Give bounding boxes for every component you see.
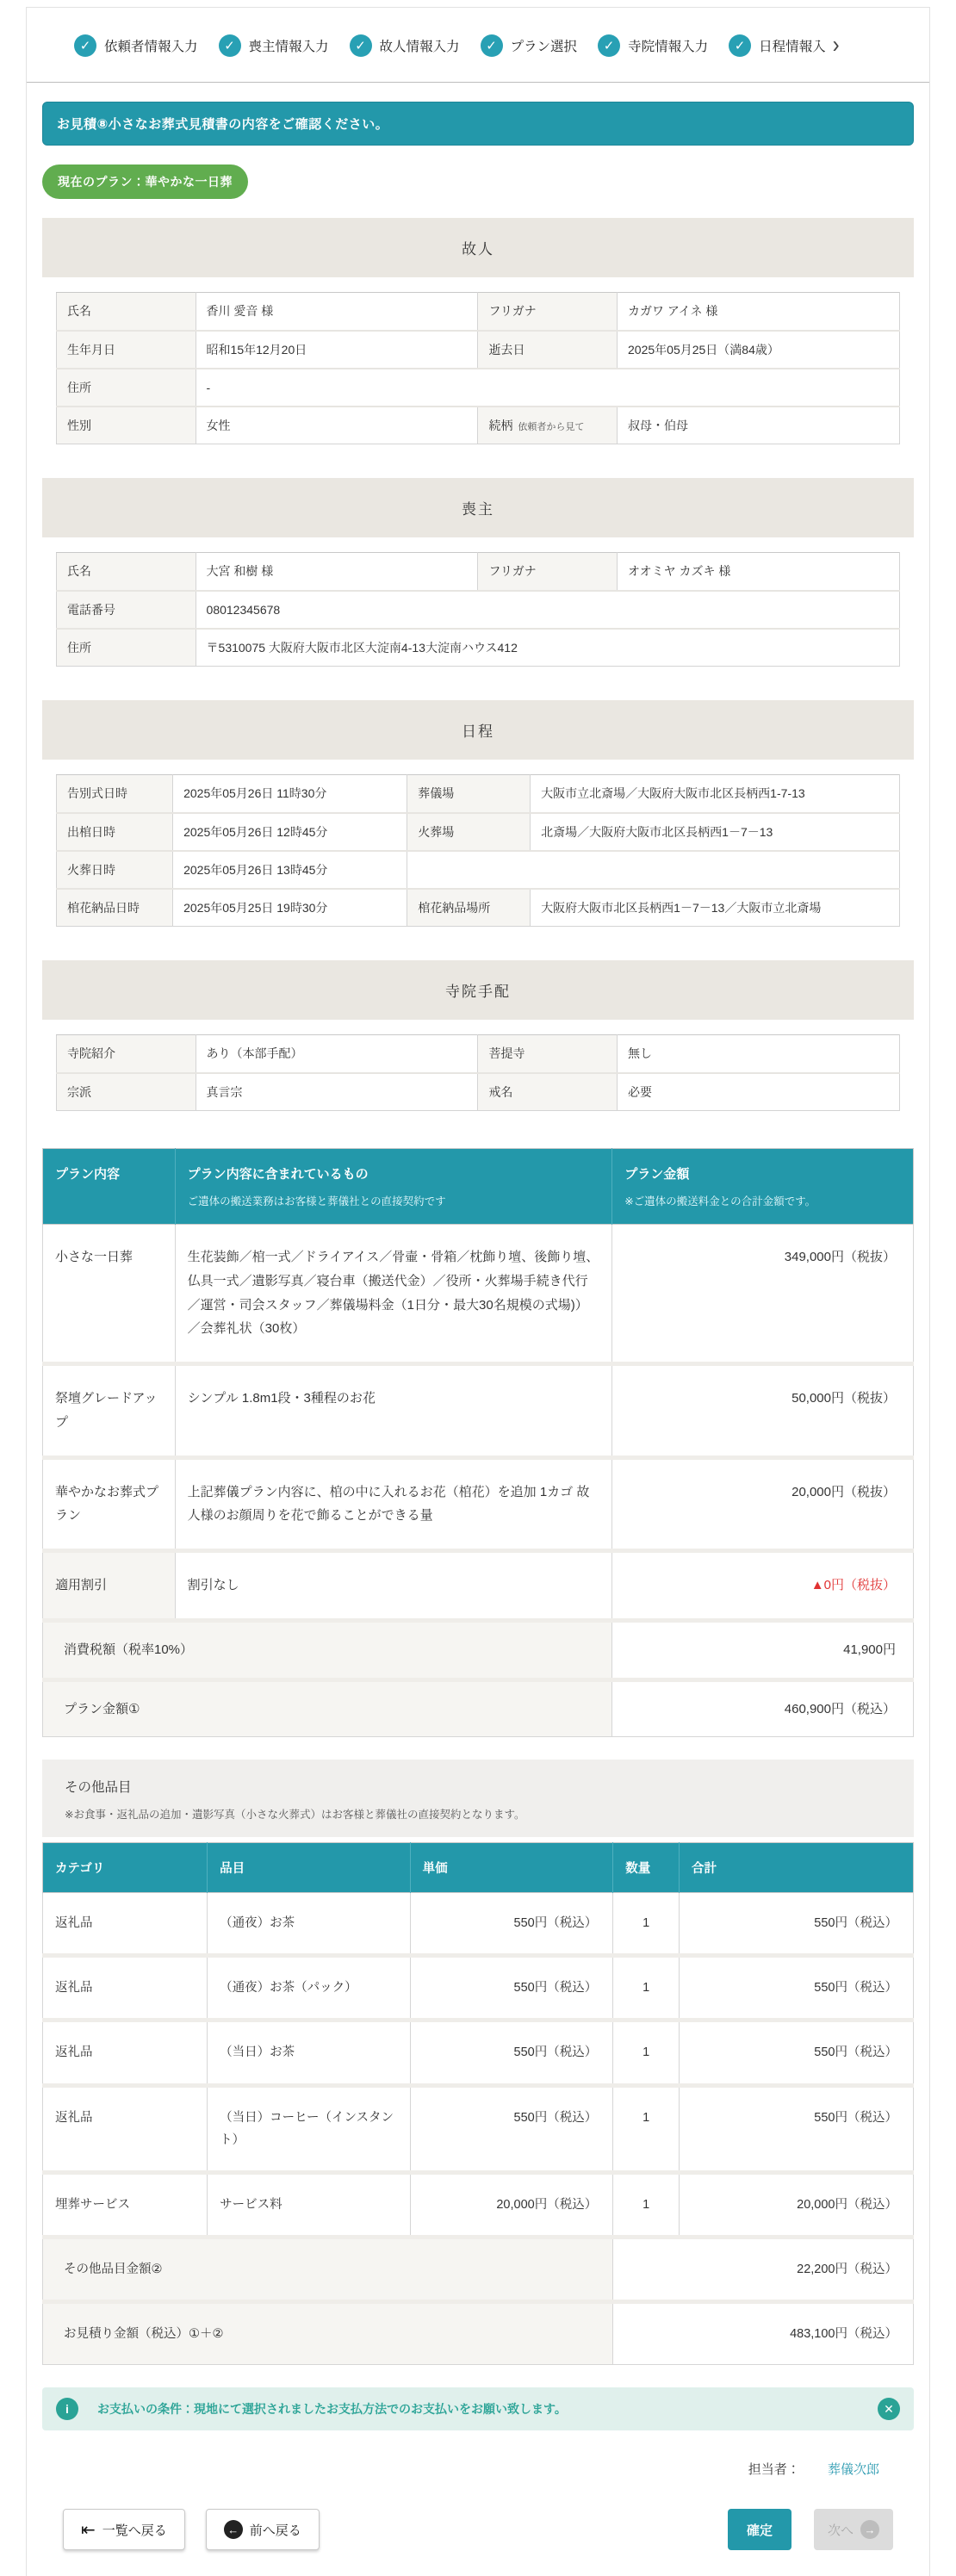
grand-total-value: 483,100円（税込） (613, 2301, 914, 2364)
back-to-list-button[interactable]: ⇤ 一覧へ戻る (63, 2509, 185, 2550)
field-value: 香川 愛音 様 (196, 293, 478, 331)
section-title-mourner: 喪主 (42, 478, 914, 537)
item-quantity: 1 (613, 1956, 680, 2020)
field-label: 氏名 (57, 293, 196, 331)
item-quantity: 1 (613, 2085, 680, 2172)
field-label: 住所 (57, 629, 196, 667)
table-row (57, 629, 900, 667)
items-subtotal-row (43, 2237, 914, 2301)
plan-description: 生花装飾／棺一式／ドライアイス／骨壷・骨箱／枕飾り壇、後飾り壇、仏具一式／遺影写真／寝台車（搬送代金）／役所・火葬場手続き代行／運営・司会スタッフ／葬儀場料金（1日分・最大30名規模の式場)）／会葬礼状（30枚） (175, 1225, 612, 1364)
table-row (57, 1035, 900, 1073)
payment-condition-text: お支払いの条件：現地にて選択されましたお支払方法でのお支払いをお願い致します。 (97, 2402, 567, 2416)
field-label: フリガナ (478, 553, 618, 591)
table-row (57, 369, 900, 407)
item-unit-price: 550円（税込） (410, 2020, 613, 2085)
item-quantity: 1 (613, 2172, 680, 2237)
item-category: 返礼品 (43, 2020, 208, 2085)
confirm-button[interactable]: 確定 (728, 2509, 791, 2550)
step-label: 喪主情報入力 (248, 40, 329, 54)
deceased-section (42, 218, 914, 459)
field-value: あり（本部手配） (196, 1035, 478, 1073)
item-unit-price: 550円（税込） (410, 2085, 613, 2172)
column-header: プラン内容に含まれているもの ご遺体の搬送業務はお客様と葬儀社との直接契約です (175, 1149, 612, 1225)
table-row (57, 851, 900, 889)
field-value: 叔母・伯母 (618, 407, 900, 444)
next-button[interactable]: 次へ → (814, 2509, 893, 2550)
field-value: 女性 (196, 407, 478, 444)
field-value: 必要 (618, 1073, 900, 1111)
item-name: （当日）コーヒー（インスタント） (208, 2085, 411, 2172)
step-label: 日程情報入 (759, 40, 826, 54)
other-items-section (42, 1760, 914, 2365)
deceased-table (56, 292, 900, 444)
table-row (57, 553, 900, 591)
temple-table (56, 1034, 900, 1111)
field-label-sub: 依頼者から見て (518, 421, 585, 432)
plan-description: 上記葬儀プラン内容に、棺の中に入れるお花（棺花）を追加 1カゴ 故人様のお顔周りを花で飾ることができる量 (175, 1457, 612, 1551)
field-label: 続柄 依頼者から見て (478, 407, 618, 444)
estimate-notice-bar (42, 102, 914, 146)
plan-row-base (43, 1225, 914, 1364)
step-label: 依頼者情報入力 (104, 40, 198, 54)
table-row (57, 1073, 900, 1111)
item-row (43, 2020, 914, 2085)
field-label: 火葬日時 (57, 851, 173, 889)
field-label: 出棺日時 (57, 813, 173, 851)
check-circle-icon: ✓ (74, 34, 96, 57)
item-category: 埋葬サービス (43, 2172, 208, 2237)
item-name: （当日）お茶 (208, 2020, 411, 2085)
item-total: 20,000円（税込） (680, 2172, 914, 2237)
item-quantity: 1 (613, 1893, 680, 1956)
item-unit-price: 550円（税込） (410, 1956, 613, 2020)
step-label: 寺院情報入力 (628, 40, 709, 54)
field-value: 北斎場／大阪府大阪市北区長柄西1－7－13 (531, 813, 900, 851)
column-header: カテゴリ (43, 1843, 208, 1893)
plan-total-row (43, 1679, 914, 1737)
field-label: 氏名 (57, 553, 196, 591)
table-row (57, 591, 900, 629)
field-value: 昭和15年12月20日 (196, 331, 478, 369)
field-label: 火葬場 (407, 813, 531, 851)
field-value: 2025年05月25日 19時30分 (173, 889, 407, 927)
plan-table-header-row (43, 1149, 914, 1225)
column-header: 合計 (680, 1843, 914, 1893)
table-row (57, 331, 900, 369)
field-label: 棺花納品日時 (57, 889, 173, 927)
field-value: 真言宗 (196, 1073, 478, 1111)
plan-description: 割引なし (175, 1551, 612, 1621)
temple-section (42, 960, 914, 1126)
schedule-table (56, 774, 900, 927)
field-value-empty (407, 851, 900, 889)
field-label: 告別式日時 (57, 775, 173, 813)
main-card (26, 7, 930, 2576)
step-label: プラン選択 (510, 40, 578, 54)
info-icon: i (56, 2398, 78, 2420)
payment-condition-banner (42, 2387, 914, 2430)
section-title-schedule: 日程 (42, 700, 914, 760)
tax-value: 41,900円 (612, 1620, 914, 1679)
item-category: 返礼品 (43, 1956, 208, 2020)
item-row (43, 2085, 914, 2172)
section-title-temple: 寺院手配 (42, 960, 914, 1020)
field-label: 住所 (57, 369, 196, 407)
field-label: 性別 (57, 407, 196, 444)
actions-row (42, 2509, 914, 2576)
field-label: 宗派 (57, 1073, 196, 1111)
progress-stepper (27, 8, 929, 82)
plan-total-value: 460,900円（税込） (612, 1679, 914, 1737)
back-button[interactable]: ← 前へ戻る (206, 2509, 320, 2550)
mourner-table (56, 552, 900, 667)
table-row (57, 889, 900, 927)
field-value: 大阪府大阪市北区長柄西1－7－13／大阪市立北斎場 (531, 889, 900, 927)
column-header: 数量 (613, 1843, 680, 1893)
column-header: プラン内容 (43, 1149, 176, 1225)
items-subtotal-value: 22,200円（税込） (613, 2237, 914, 2301)
field-value: 2025年05月26日 13時45分 (173, 851, 407, 889)
tax-label: 消費税額（税率10%） (43, 1620, 612, 1679)
item-total: 550円（税込） (680, 2020, 914, 2085)
plan-row-altar-upgrade (43, 1364, 914, 1458)
arrow-to-bar-left-icon: ⇤ (81, 2520, 96, 2540)
other-items-table (42, 1842, 914, 2365)
grand-total-label: お見積り金額（税込）①＋② (43, 2301, 613, 2364)
plan-total-label: プラン金額① (43, 1679, 612, 1737)
field-label: 棺花納品場所 (407, 889, 531, 927)
field-value: 08012345678 (196, 591, 899, 629)
item-unit-price: 20,000円（税込） (410, 2172, 613, 2237)
items-subtotal-label: その他品目金額② (43, 2237, 613, 2301)
close-icon[interactable]: ✕ (878, 2398, 900, 2420)
section-title-deceased: 故人 (42, 218, 914, 277)
field-value: 2025年05月26日 12時45分 (173, 813, 407, 851)
plan-name: 祭壇グレードアップ (43, 1364, 176, 1458)
item-row (43, 1893, 914, 1956)
plan-tax-row (43, 1620, 914, 1679)
items-table-header-row (43, 1843, 914, 1893)
item-total: 550円（税込） (680, 1893, 914, 1956)
field-label: 戒名 (478, 1073, 618, 1111)
field-label: 逝去日 (478, 331, 618, 369)
staff-label: 担当者： (748, 2462, 800, 2477)
plan-row-discount (43, 1551, 914, 1621)
check-circle-icon: ✓ (729, 34, 751, 57)
check-circle-icon: ✓ (219, 34, 241, 57)
item-category: 返礼品 (43, 1893, 208, 1956)
estimate-notice-text: お見積⑧小さなお葬式見積書の内容をご確認ください。 (57, 117, 389, 132)
staff-row (42, 2460, 914, 2478)
column-header: 単価 (410, 1843, 613, 1893)
field-value: オオミヤ カズキ 様 (618, 553, 900, 591)
other-items-note: ※お食事・返礼品の追加・遺影写真（小さな火葬式）はお客様と葬儀社の直接契約となります。 (65, 1809, 525, 1822)
field-value: 〒5310075 大阪府大阪市北区大淀南4-13大淀南ハウス412 (196, 629, 899, 667)
step-temple-info[interactable] (598, 34, 708, 57)
item-name: （通夜）お茶（パック） (208, 1956, 411, 2020)
check-circle-icon: ✓ (350, 34, 372, 57)
plan-name: 小さな一日葬 (43, 1225, 176, 1364)
step-requester-info[interactable] (74, 34, 198, 57)
item-name: （通夜）お茶 (208, 1893, 411, 1956)
item-total: 550円（税込） (680, 1956, 914, 2020)
item-quantity: 1 (613, 2020, 680, 2085)
check-circle-icon: ✓ (481, 34, 503, 57)
schedule-section (42, 700, 914, 941)
field-label: 寺院紹介 (57, 1035, 196, 1073)
plan-description: シンプル 1.8m1段・3種程のお花 (175, 1364, 612, 1458)
current-plan-badge: 現在のプラン：華やかな一日葬 (42, 164, 248, 199)
circle-arrow-right-icon: → (860, 2520, 879, 2539)
plan-price: 349,000円（税抜） (612, 1225, 914, 1364)
table-row (57, 813, 900, 851)
table-row (57, 775, 900, 813)
table-row (57, 407, 900, 444)
field-label: フリガナ (478, 293, 618, 331)
plan-name: 華やかなお葬式プラン (43, 1457, 176, 1551)
step-plan-select[interactable] (481, 34, 578, 57)
circle-arrow-left-icon: ← (224, 2520, 243, 2539)
field-label: 生年月日 (57, 331, 196, 369)
field-label: 電話番号 (57, 591, 196, 629)
staff-name-link[interactable]: 葬儀次郎 (827, 2462, 879, 2477)
field-value: 大宮 和樹 様 (196, 553, 478, 591)
column-header: プラン金額 ※ご遺体の搬送料金との合計金額です。 (612, 1149, 914, 1225)
plan-table (42, 1148, 914, 1737)
field-value: 無し (618, 1035, 900, 1073)
field-label: 菩提寺 (478, 1035, 618, 1073)
field-value: 2025年05月26日 11時30分 (173, 775, 407, 813)
item-category: 返礼品 (43, 2085, 208, 2172)
step-deceased-info[interactable] (350, 34, 460, 57)
step-mourner-info[interactable] (219, 34, 329, 57)
field-value: カガワ アイネ 様 (618, 293, 900, 331)
column-header-sub: ご遺体の搬送業務はお客様と葬儀社との直接契約です (187, 1195, 446, 1207)
field-label: 葬儀場 (407, 775, 531, 813)
plan-row-flower-plan (43, 1457, 914, 1551)
discount-amount: ▲0円（税抜） (612, 1551, 914, 1621)
column-header-sub: ※ご遺体の搬送料金との合計金額です。 (624, 1195, 816, 1207)
item-name: サービス料 (208, 2172, 411, 2237)
item-row (43, 1956, 914, 2020)
step-schedule-info[interactable] (729, 34, 826, 57)
plan-price: 50,000円（税抜） (612, 1364, 914, 1458)
column-header: 品目 (208, 1843, 411, 1893)
item-unit-price: 550円（税込） (410, 1893, 613, 1956)
other-items-title: その他品目 (65, 1780, 132, 1796)
field-value: 大阪市立北斎場／大阪府大阪市北区長柄西1-7-13 (531, 775, 900, 813)
table-row (57, 293, 900, 331)
plan-name: 適用割引 (43, 1551, 176, 1621)
step-label: 故人情報入力 (379, 40, 460, 54)
item-row (43, 2172, 914, 2237)
item-total: 550円（税込） (680, 2085, 914, 2172)
grand-total-row (43, 2301, 914, 2364)
field-value: 2025年05月25日（満84歳） (618, 331, 900, 369)
plan-price: 20,000円（税抜） (612, 1457, 914, 1551)
field-value: - (196, 369, 899, 407)
chevron-right-icon[interactable]: › (832, 31, 840, 59)
check-circle-icon: ✓ (598, 34, 620, 57)
mourner-section (42, 478, 914, 681)
